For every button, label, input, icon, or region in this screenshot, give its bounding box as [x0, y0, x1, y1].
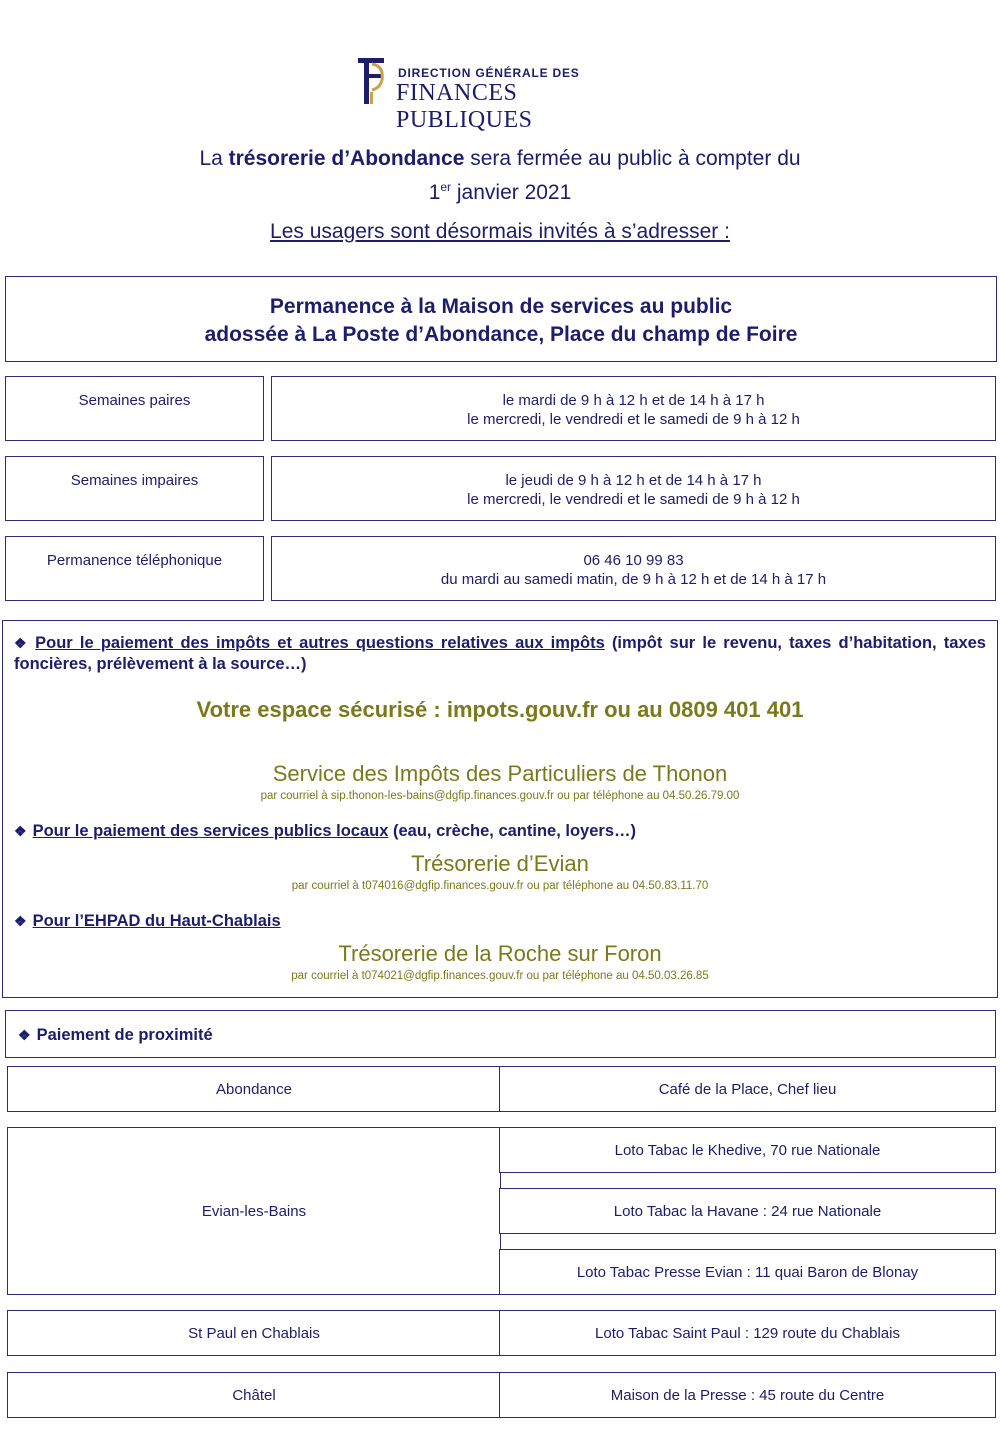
schedule-text-box — [271, 376, 996, 441]
town-abondance: Abondance — [7, 1066, 501, 1112]
proximite-title-row — [18, 1025, 213, 1046]
permanence-line1: Permanence à la Maison de services au public — [269, 295, 733, 318]
headline — [0, 144, 1000, 207]
diamond-bullet-icon: ❖ — [14, 635, 30, 651]
schedule-text-box — [271, 536, 996, 601]
schedule-label: Semaines impaires — [70, 472, 199, 489]
place-evian-1: Loto Tabac le Khedive, 70 rue Nationale — [499, 1127, 996, 1173]
diamond-bullet-icon: ❖ — [14, 913, 27, 929]
place-stpaul: Loto Tabac Saint Paul : 129 route du Chablais — [499, 1310, 996, 1356]
headline-prefix: La — [199, 147, 229, 170]
roche-title: Trésorerie de la Roche sur Foron — [338, 941, 662, 966]
locaux-link[interactable]: Pour le paiement des services publics locaux — [32, 822, 389, 840]
impots-details: (impôt sur le revenu, taxes d’habitation, taxes foncières, prélèvement à la source…) — [14, 634, 986, 673]
town-chatel: Châtel — [7, 1372, 501, 1418]
espace-securise: Votre espace sécurisé : impots.gouv.fr ou au 0809 401 401 — [196, 697, 804, 722]
phone-number: 06 46 10 99 83 — [583, 552, 684, 569]
proximite-title: Paiement de proximité — [36, 1026, 213, 1044]
logo-line1: DIRECTION GÉNÉRALE DES — [398, 66, 580, 80]
ehpad-link[interactable]: Pour l’EHPAD du Haut-Chablais — [32, 912, 281, 930]
locaux-heading — [14, 821, 986, 842]
dgfip-logo — [350, 54, 650, 133]
dgfip-emblem-icon — [350, 54, 390, 106]
evian-title: Trésorerie d’Evian — [411, 851, 589, 876]
schedule-label: Semaines paires — [78, 392, 191, 409]
phone-hours: du mardi au samedi matin, de 9 h à 12 h et de 14 h à 17 h — [440, 571, 827, 588]
diamond-bullet-icon: ❖ — [14, 823, 27, 839]
headline-date-sup: er — [440, 180, 452, 194]
schedule-line2: le mercredi, le vendredi et le samedi de 9 h à 12 h — [467, 491, 800, 508]
headline-suffix: sera fermée au public à compter du — [464, 147, 801, 170]
permanence-box — [5, 276, 997, 362]
headline-bold: trésorerie d’Abondance — [228, 147, 465, 170]
town-stpaul: St Paul en Chablais — [7, 1310, 501, 1356]
schedule-line2: le mercredi, le vendredi et le samedi de 9 h à 12 h — [467, 411, 800, 428]
schedule-label: Permanence téléphonique — [46, 552, 223, 569]
schedule-label-box — [5, 536, 264, 601]
evian-contact: par courriel à t074016@dgfip.finances.gouv.fr ou par téléphone au 04.50.83.11.70 — [291, 880, 709, 892]
ehpad-heading — [14, 911, 986, 932]
place-evian-2: Loto Tabac la Havane : 24 rue Nationale — [499, 1188, 996, 1234]
sip-contact: par courriel à sip.thonon-les-bains@dgfip.finances.gouv.fr ou par téléphone au 04.50.26.79.00 — [260, 790, 740, 802]
headline-date-rest: janvier 2021 — [451, 181, 572, 204]
sip-title: Service des Impôts des Particuliers de Thonon — [272, 761, 728, 786]
schedule-line1: le jeudi de 9 h à 12 h et de 14 h à 17 h — [505, 472, 762, 489]
place-chatel: Maison de la Presse : 45 route du Centre — [499, 1372, 996, 1418]
permanence-line2: adossée à La Poste d’Abondance, Place du champ de Foire — [204, 323, 798, 346]
schedule-line1: le mardi de 9 h à 12 h et de 14 h à 17 h — [502, 392, 765, 409]
schedule-text-box — [271, 456, 996, 521]
headline-date-day: 1 — [428, 181, 441, 204]
invite-text: Les usagers sont désormais invités à s’adresser : — [270, 220, 730, 243]
diamond-bullet-icon: ❖ — [18, 1027, 31, 1043]
impots-heading — [14, 633, 986, 675]
roche-contact: par courriel à t074021@dgfip.finances.gouv.fr ou par téléphone au 04.50.03.26.85 — [291, 970, 709, 982]
logo-line2: FINANCES PUBLIQUES — [396, 80, 533, 133]
town-evian: Evian-les-Bains — [7, 1127, 501, 1295]
place-abondance: Café de la Place, Chef lieu — [499, 1066, 996, 1112]
locaux-details: (eau, crèche, cantine, loyers…) — [388, 822, 636, 840]
proximite-header-box — [5, 1010, 996, 1058]
impots-link[interactable]: Pour le paiement des impôts et autres questions relatives aux impôts — [35, 634, 605, 652]
schedule-label-box — [5, 456, 264, 521]
schedule-label-box — [5, 376, 264, 441]
place-evian-3: Loto Tabac Presse Evian : 11 quai Baron de Blonay — [499, 1249, 996, 1295]
